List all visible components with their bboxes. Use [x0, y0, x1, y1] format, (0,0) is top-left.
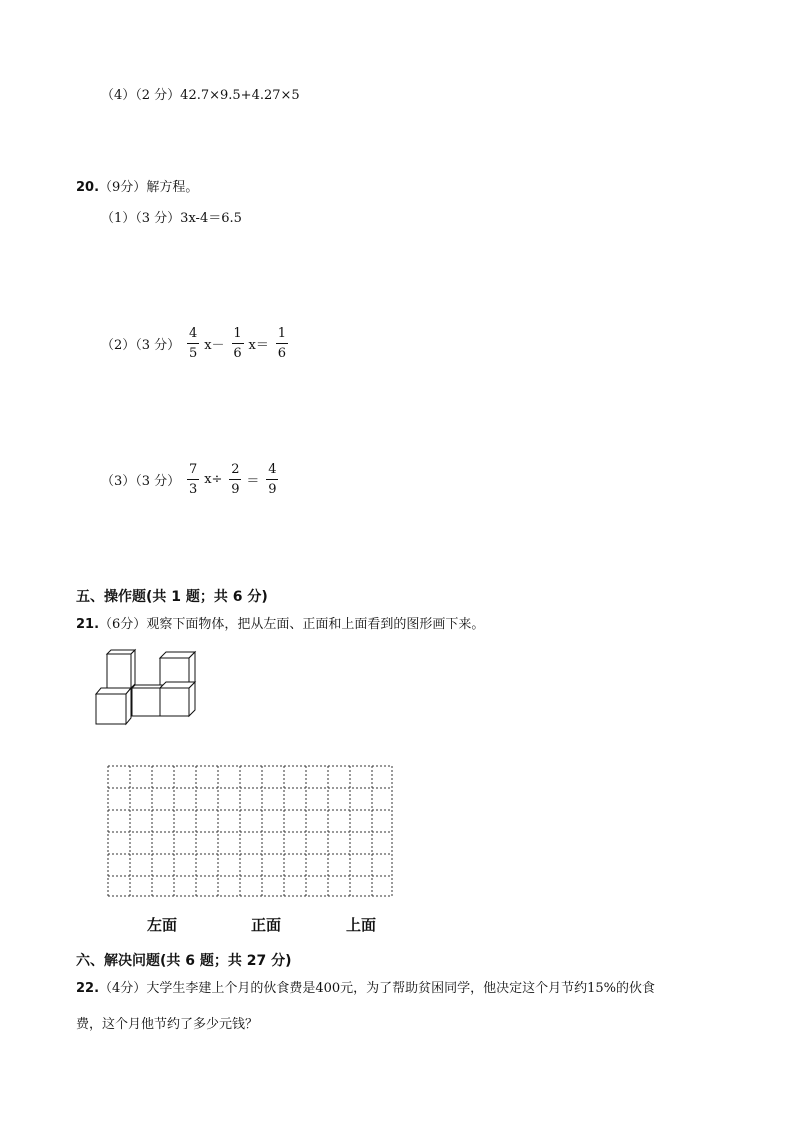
fraction: [187, 326, 199, 361]
grid-label-left-view: 左面: [147, 916, 178, 934]
operator: x÷: [204, 472, 223, 487]
q22-number: 22.: [76, 981, 100, 996]
fraction-denominator: 9: [231, 482, 240, 497]
section-5-title: 五、操作题(共 1 题；共 6 分): [76, 589, 268, 605]
q21-header: [76, 613, 484, 632]
q20-text: 解方程。: [146, 180, 199, 195]
fraction-numerator: 4: [189, 326, 198, 341]
dotted-drawing-grid[interactable]: [105, 763, 395, 899]
q22-line1: [76, 977, 655, 996]
fraction-denominator: 3: [189, 482, 198, 497]
operator: x－: [204, 338, 225, 353]
fraction-numerator: 2: [231, 462, 240, 477]
operator: x＝: [248, 338, 269, 353]
fraction-denominator: 5: [189, 346, 198, 361]
section-6-title: 六、解决问题(共 6 题；共 27 分): [76, 953, 292, 969]
fraction: [187, 462, 199, 497]
grid-label-front-view: 正面: [251, 916, 282, 934]
fraction-denominator: 6: [233, 346, 242, 361]
q21-text: 观察下面物体，把从左面、正面和上面看到的图形画下来。: [146, 617, 485, 632]
q22-text-line1: 大学生李建上个月的伙食费是400元，为了帮助贫困同学，他决定这个月节约15%的伙食: [146, 981, 656, 996]
fraction-denominator: 9: [268, 482, 277, 497]
grid-label-top-view: 上面: [346, 916, 377, 934]
q20-part2: [101, 326, 293, 361]
q20-header: [76, 176, 198, 195]
q22-points: （4分）: [99, 981, 147, 996]
fraction: [276, 326, 288, 361]
cube-stack-figure: [90, 648, 205, 728]
fraction-numerator: 1: [233, 326, 242, 341]
q20-part3-prefix: （3）（3 分）: [101, 474, 181, 489]
q21-points: （6分）: [99, 617, 147, 632]
q21-number: 21.: [76, 617, 100, 632]
q20-part2-prefix: （2）（3 分）: [101, 338, 181, 353]
fraction: [232, 326, 244, 361]
fraction: [229, 462, 241, 497]
fraction-denominator: 6: [277, 346, 287, 361]
q20-part3: [101, 462, 283, 497]
operator: ＝: [246, 474, 260, 489]
q22-line2: 费，这个月他节约了多少元钱？: [76, 1017, 259, 1032]
q20-number: 20.: [76, 180, 100, 195]
fraction-numerator: 4: [268, 462, 277, 477]
q20-part1: （1）（3 分）3x-4＝6.5: [101, 211, 242, 226]
q19-part4: （4）（2 分）42.7×9.5+4.27×5: [101, 88, 300, 103]
q20-points: （9分）: [99, 180, 147, 195]
fraction: [266, 462, 278, 497]
fraction-numerator: 1: [277, 326, 287, 341]
fraction-numerator: 7: [189, 462, 198, 477]
